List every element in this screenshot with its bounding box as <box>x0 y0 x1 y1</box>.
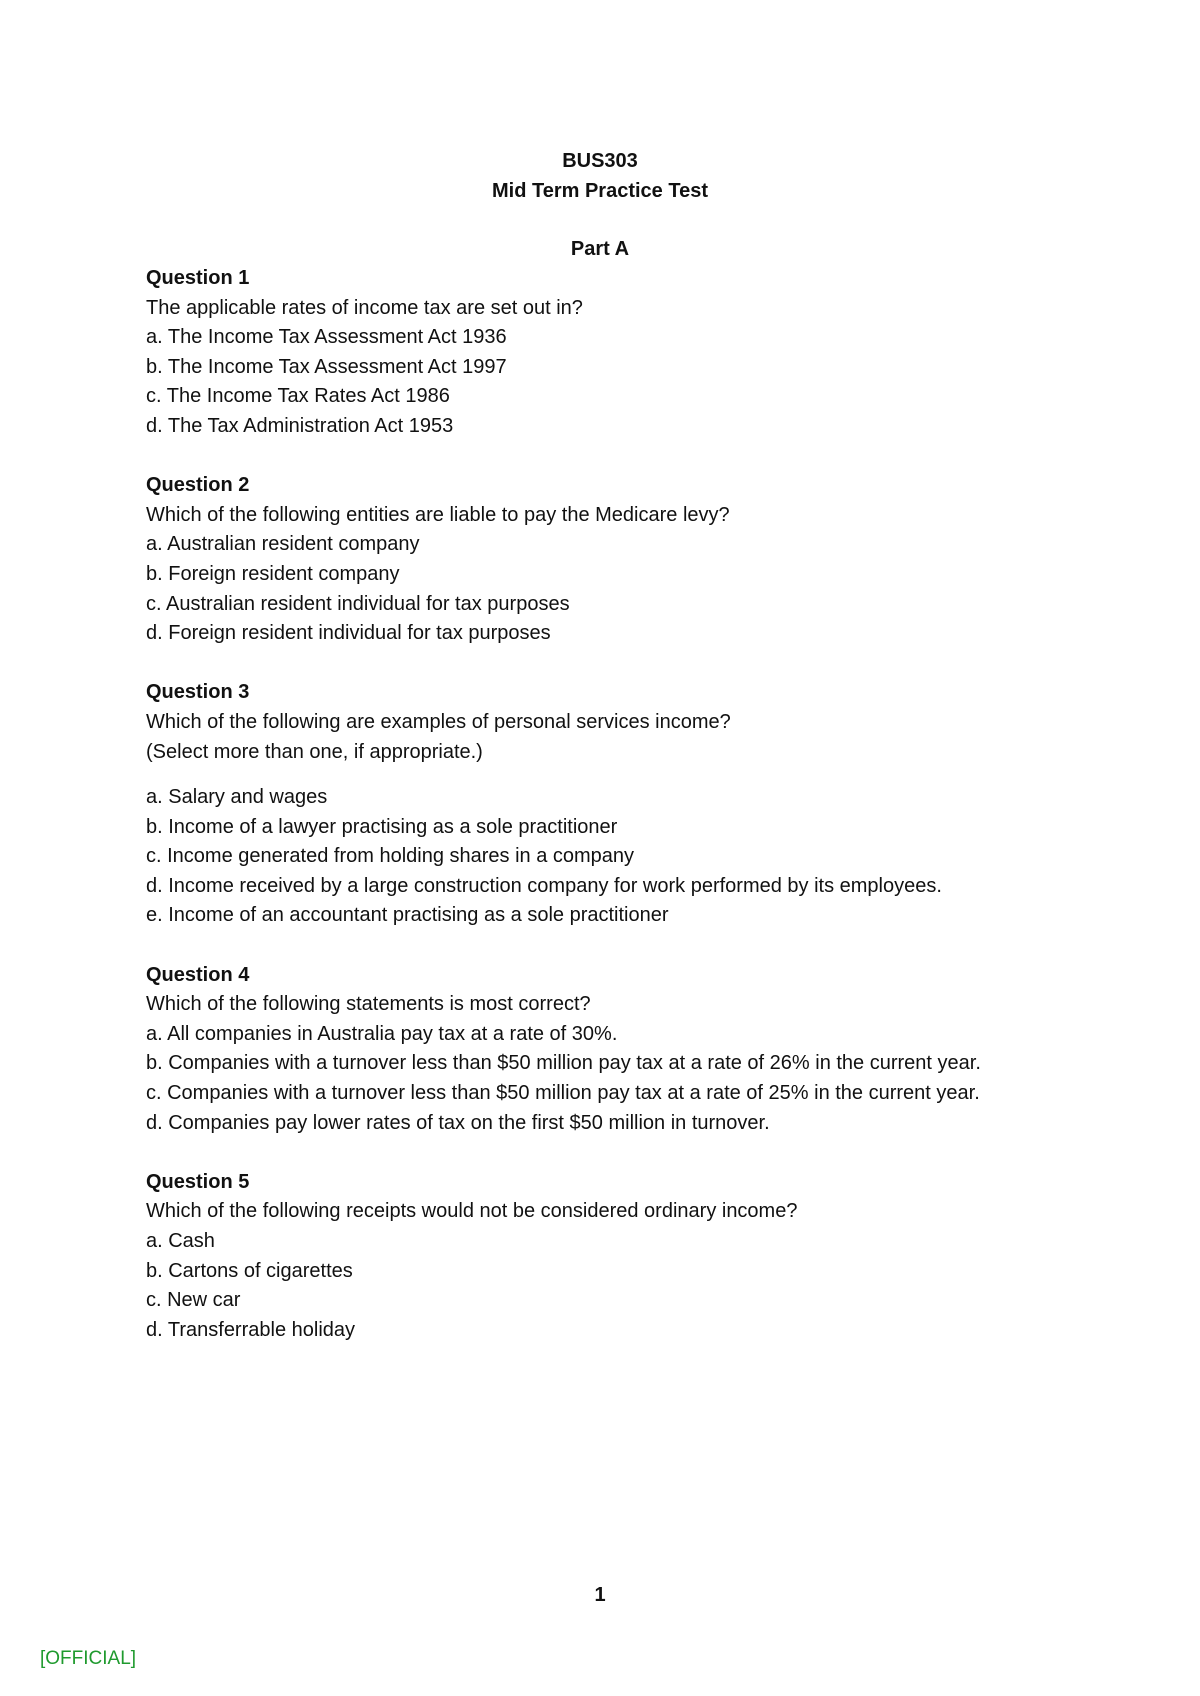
question-5 <box>146 1168 1076 1346</box>
question-4-option-d: d. Companies pay lower rates of tax on the first $50 million in turnover. <box>146 1111 770 1134</box>
question-3-text: Which of the following are examples of personal services income? <box>146 710 731 733</box>
question-5-option-c: c. New car <box>146 1289 241 1312</box>
question-4 <box>146 961 1076 1139</box>
classification-label: [OFFICIAL] <box>40 1648 137 1669</box>
question-3-option-e: e. Income of an accountant practising as a sole practitioner <box>146 904 669 927</box>
question-1-option-d: d. The Tax Administration Act 1953 <box>146 414 454 437</box>
question-2-option-b: b. Foreign resident company <box>146 562 400 585</box>
questions-section <box>146 264 1076 1345</box>
question-3-option-c: c. Income generated from holding shares in a company <box>146 845 635 868</box>
question-4-title: Question 4 <box>146 963 250 986</box>
question-1-option-b: b. The Income Tax Assessment Act 1997 <box>146 355 507 378</box>
question-5-title: Question 5 <box>146 1170 250 1193</box>
question-3-option-a: a. Salary and wages <box>146 786 328 809</box>
course-code: BUS303 <box>562 150 638 172</box>
question-2-title: Question 2 <box>146 474 250 497</box>
question-3-option-b: b. Income of a lawyer practising as a sole practitioner <box>146 815 618 838</box>
question-4-option-a: a. All companies in Australia pay tax at a rate of 30%. <box>146 1022 618 1045</box>
question-1-option-a: a. The Income Tax Assessment Act 1936 <box>146 326 507 349</box>
test-title: Mid Term Practice Test <box>492 180 708 202</box>
question-4-option-b: b. Companies with a turnover less than $50 million pay tax at a rate of 26% in the current year. <box>146 1052 981 1075</box>
question-2 <box>146 471 1076 649</box>
part-heading: Part A <box>570 238 630 260</box>
question-3-note: (Select more than one, if appropriate.) <box>146 740 483 763</box>
question-1-title: Question 1 <box>146 267 250 289</box>
question-5-option-b: b. Cartons of cigarettes <box>146 1259 353 1282</box>
question-1-option-c: c. The Income Tax Rates Act 1986 <box>146 385 450 408</box>
question-2-option-c: c. Australian resident individual for tax purposes <box>146 592 570 615</box>
question-3-title: Question 3 <box>146 681 250 704</box>
question-4-option-c: c. Companies with a turnover less than $50 million pay tax at a rate of 25% in the current year. <box>146 1082 980 1105</box>
question-5-option-a: a. Cash <box>146 1230 215 1252</box>
question-1-text: The applicable rates of income tax are set out in? <box>146 296 583 319</box>
question-4-text: Which of the following statements is most correct? <box>146 993 591 1016</box>
question-2-option-a: a. Australian resident company <box>146 533 420 556</box>
question-2-option-d: d. Foreign resident individual for tax purposes <box>146 622 551 645</box>
question-1 <box>146 264 1076 442</box>
question-3 <box>146 678 1076 931</box>
page-number: 1 <box>594 1584 606 1606</box>
question-5-text: Which of the following receipts would not be considered ordinary income? <box>146 1200 798 1223</box>
question-3-option-d: d. Income received by a large construction company for work performed by its employees. <box>146 874 942 897</box>
question-5-option-d: d. Transferrable holiday <box>146 1318 356 1341</box>
question-2-text: Which of the following entities are liable to pay the Medicare levy? <box>146 503 730 526</box>
